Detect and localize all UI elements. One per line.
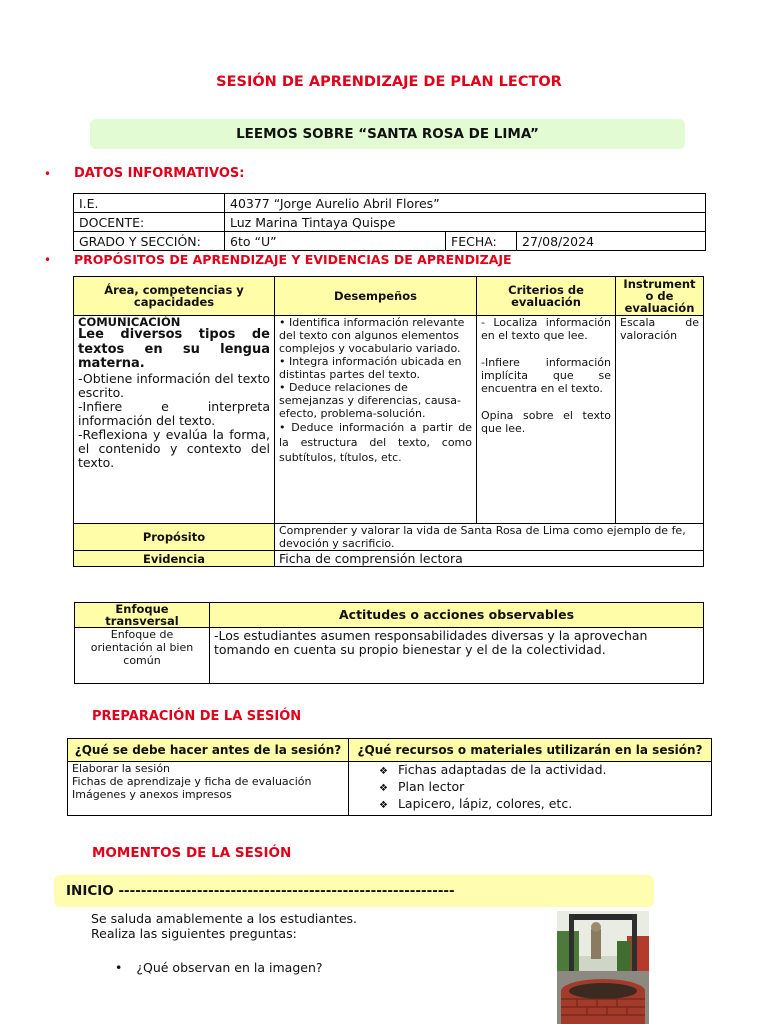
criterios-cell: [477, 316, 616, 524]
enfoque-value: Enfoque de orientación al bien común: [75, 628, 210, 684]
capacidad: -Obtiene información del texto escrito.: [78, 370, 270, 400]
inicio-bar: INICIO ------------------------------------------------------------: [54, 875, 654, 907]
evidencia-value: Ficha de comprensión lectora: [275, 551, 704, 567]
ie-label: I.E.: [74, 194, 225, 213]
well-photo: [557, 911, 649, 1024]
col-enfoque-header: Enfoque transversal: [75, 603, 210, 628]
diamond-bullet-icon: ❖: [379, 783, 388, 794]
criterio-item: -Infiere información implícita que se encuentra en el texto.: [481, 356, 611, 395]
col-recursos-header: ¿Qué recursos o materiales utilizarán en la sesión?: [349, 739, 712, 762]
evidencia-label: Evidencia: [74, 551, 275, 567]
well-image-icon: [557, 911, 649, 1024]
docente-label: DOCENTE:: [74, 213, 225, 232]
bullet-dot: •: [115, 960, 123, 975]
recurso-item: ❖ Plan lector: [379, 779, 465, 794]
desempeno-item: • Deduce información a partir de la estructura del texto, como subtítulos, títulos, etc.: [279, 421, 472, 464]
desempeno-item: • Integra información ubicada en distintas partes del texto.: [279, 355, 462, 381]
enfoque-table: [74, 602, 704, 684]
desempenos-cell: [275, 316, 477, 524]
diamond-bullet-icon: ❖: [379, 766, 388, 777]
momentos-heading: MOMENTOS DE LA SESIÓN: [92, 845, 292, 861]
recurso-item: ❖ Lapicero, lápiz, colores, etc.: [379, 796, 573, 811]
col-desempenos-header: Desempeños: [275, 277, 477, 316]
antes-item: Elaborar la sesión: [72, 762, 171, 775]
col-actitudes-header: Actitudes o acciones observables: [210, 603, 704, 628]
col-antes-header: ¿Qué se debe hacer antes de la sesión?: [68, 739, 349, 762]
instrumento-cell: Escala de valoración: [616, 316, 704, 524]
bullet-dot: •: [44, 167, 52, 181]
recursos-cell: [349, 762, 712, 816]
actitudes-value: -Los estudiantes asumen responsabilidades diversas y la aprovechan tomando en cuenta su propio bienestar y el de la colectividad.: [210, 628, 704, 684]
recurso-item: ❖ Fichas adaptadas de la actividad.: [379, 762, 607, 777]
inicio-text: [91, 912, 357, 941]
competencia: Lee diversos tipos de textos en su lengua materna.: [78, 327, 270, 371]
col-instrumento-header: Instrument o de evaluación: [616, 277, 704, 316]
info-table: [73, 193, 706, 251]
session-banner: LEEMOS SOBRE “SANTA ROSA DE LIMA”: [90, 119, 685, 149]
preparacion-table: [67, 738, 712, 816]
desempeno-item: • Deduce relaciones de semejanzas y diferencias, causa-efecto, problema-solución.: [279, 381, 461, 420]
propositos-heading: PROPÓSITOS DE APRENDIZAJE Y EVIDENCIAS DE APRENDIZAJE: [74, 252, 512, 267]
area-title: COMUNICACIÓN: [78, 315, 181, 329]
fecha-label: FECHA:: [446, 232, 517, 251]
grado-value: 6to “U”: [225, 232, 446, 251]
proposito-label: Propósito: [74, 524, 275, 551]
col-criterios-header: Criterios de evaluación: [477, 277, 616, 316]
docente-value: Luz Marina Tintaya Quispe: [225, 213, 706, 232]
area-cell: [74, 316, 275, 524]
inicio-line: Realiza las siguientes preguntas:: [91, 925, 297, 941]
propositos-table: [73, 276, 704, 567]
inicio-line: Se saluda amablemente a los estudiantes.: [91, 911, 358, 926]
desempeno-item: • Identifica información relevante del texto con algunos elementos complejos y vocabulario variado.: [279, 316, 465, 355]
page-title: SESIÓN DE APRENDIZAJE DE PLAN LECTOR: [216, 74, 562, 90]
proposito-value: Comprender y valorar la vida de Santa Rosa de Lima como ejemplo de fe, devoción y sacrificio.: [275, 524, 704, 551]
criterio-item: Opina sobre el texto que lee.: [481, 409, 611, 435]
diamond-bullet-icon: ❖: [379, 800, 388, 811]
antes-cell: [68, 762, 349, 816]
bullet-dot: •: [44, 253, 52, 267]
capacidad: -Infiere e interpreta información del texto.: [78, 398, 270, 428]
antes-item: Fichas de aprendizaje y ficha de evaluación: [72, 775, 312, 788]
antes-item: Imágenes y anexos impresos: [72, 788, 232, 801]
grado-label: GRADO Y SECCIÓN:: [74, 232, 225, 251]
ie-value: 40377 “Jorge Aurelio Abril Flores”: [225, 194, 706, 213]
datos-heading: DATOS INFORMATIVOS:: [74, 166, 245, 181]
capacidad: -Reflexiona y evalúa la forma, el contenido y contexto del texto.: [78, 426, 270, 470]
preparacion-heading: PREPARACIÓN DE LA SESIÓN: [92, 709, 302, 724]
col-area-header: Área, competencias y capacidades: [74, 277, 275, 316]
question-item: [115, 960, 323, 975]
question-text: ¿Qué observan en la imagen?: [136, 960, 323, 975]
criterio-item: - Localiza información en el texto que lee.: [481, 316, 611, 342]
fecha-value: 27/08/2024: [517, 232, 706, 251]
